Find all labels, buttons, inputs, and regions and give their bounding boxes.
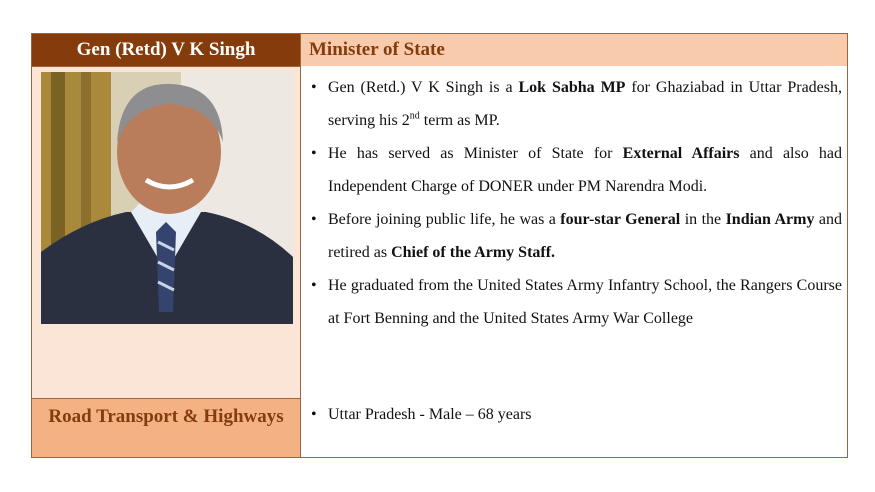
profile-summary <box>307 398 842 431</box>
column-divider <box>300 66 301 457</box>
bio-bullet: • Before joining public life, he was a four-star General in the Indian Army and retired as Chief of the Army Staff. <box>307 203 842 269</box>
ministry-label: Road Transport & Highways <box>32 398 300 457</box>
photo-cell <box>32 66 300 398</box>
person-name: Gen (Retd) V K Singh <box>32 34 300 66</box>
bio-bullet: • He graduated from the United States Army Infantry School, the Rangers Course at Fort Benning and the United States Army War College <box>307 269 842 335</box>
bio-bullet: • He has served as Minister of State for External Affairs and also had Independent Charge of DONER under PM Narendra Modi. <box>307 137 842 203</box>
profile-bullet: • Uttar Pradesh - Male – 68 years <box>307 398 842 431</box>
portrait-photo <box>41 72 293 324</box>
role-title: Minister of State <box>300 34 847 66</box>
bio-bullet: • Gen (Retd.) V K Singh is a Lok Sabha MP for Ghaziabad in Uttar Pradesh, serving his 2nd term as MP. <box>307 71 842 137</box>
bio-bullets <box>307 71 842 335</box>
